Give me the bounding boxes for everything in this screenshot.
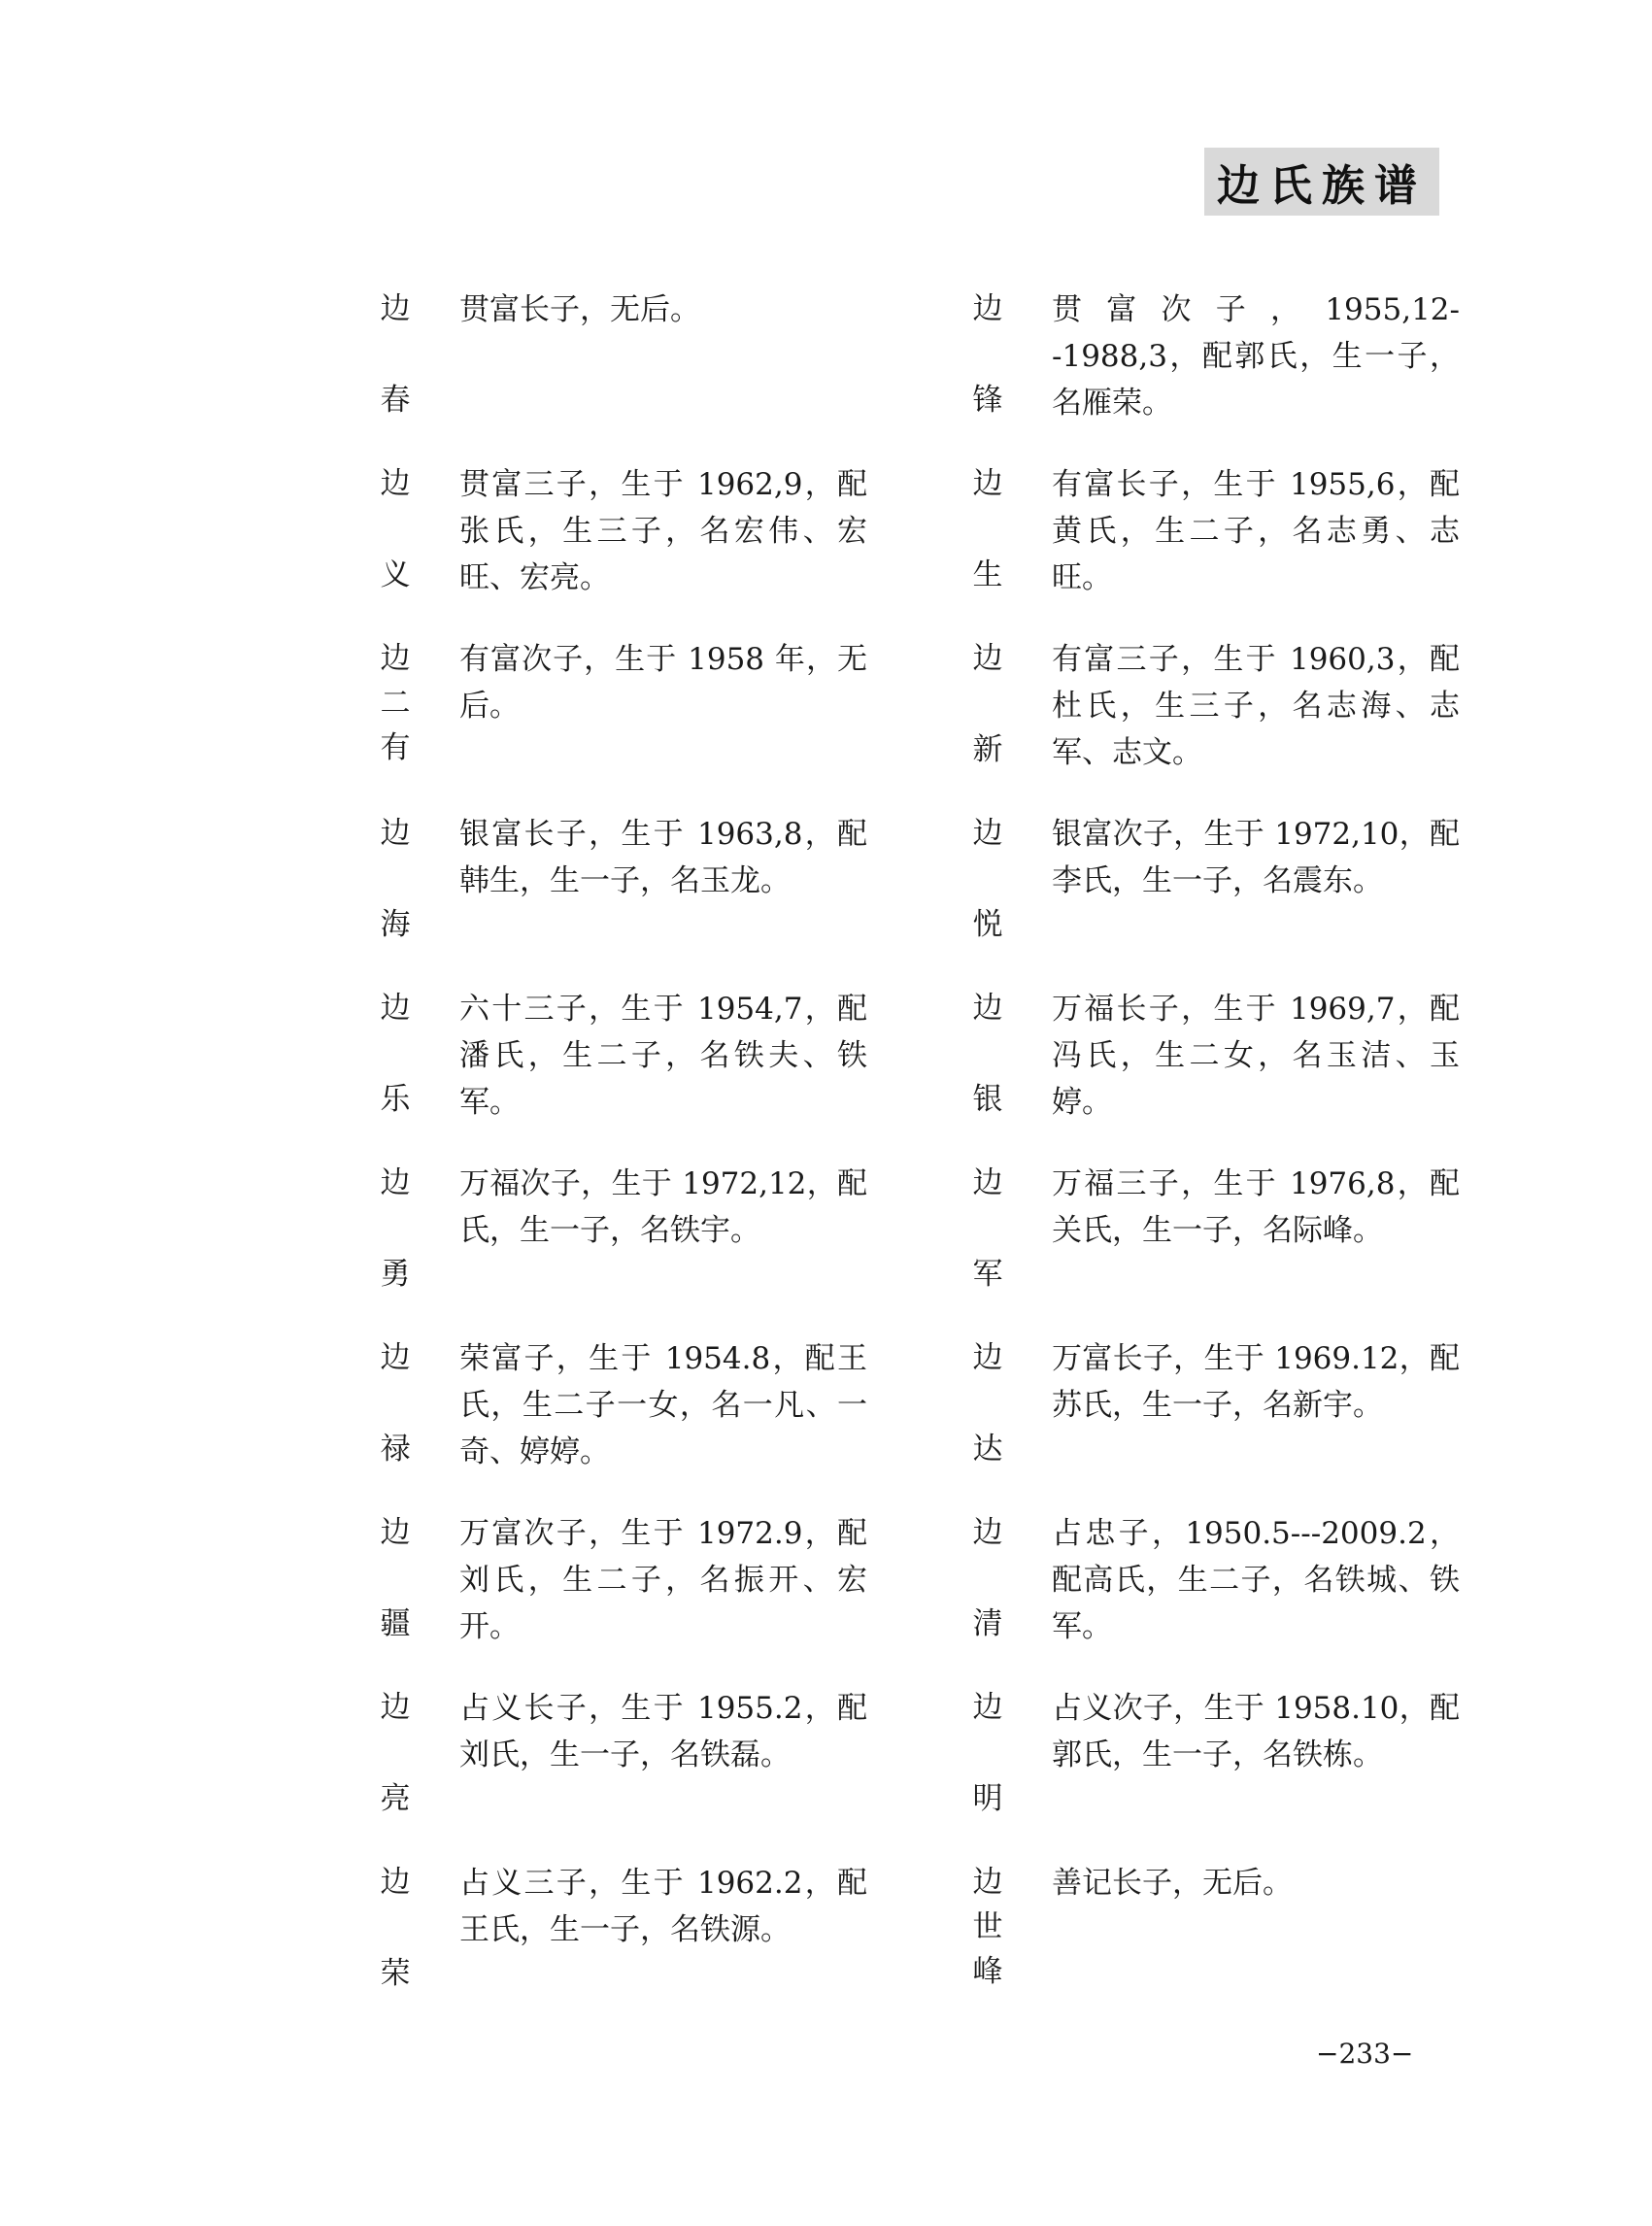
genealogy-entry (966, 811, 1471, 986)
entry-name: 边 亮 (380, 1690, 411, 1816)
genealogy-entry (966, 1860, 1471, 2035)
entry-name: 边 锋 (972, 291, 1003, 418)
entry-name: 边 明 (972, 1690, 1003, 1816)
entry-description: 贯富次子，1955,12--1988,3，配郭氏，生一子，名雁荣。 (1052, 292, 1460, 421)
genealogy-entry (966, 1510, 1471, 1685)
genealogy-entry (374, 461, 879, 636)
entry-description: 银富长子，生于 1963,8，配韩生，生一子，名玉龙。 (459, 817, 867, 898)
entry-description: 六十三子，生于 1954,7，配潘氏，生二子，名铁夫、铁军。 (459, 992, 867, 1120)
entry-name: 边 疆 (380, 1515, 411, 1641)
genealogy-entry (374, 1161, 879, 1335)
genealogy-entry (374, 636, 879, 811)
entry-description: 万福长子，生于 1969,7，配冯氏，生二女，名玉洁、玉婷。 (1052, 992, 1460, 1120)
entry-name: 边 悦 (972, 816, 1003, 942)
genealogy-entry (374, 1860, 879, 2035)
entry-description: 有富三子，生于 1960,3，配杜氏，生三子，名志海、志军、志文。 (1052, 642, 1460, 770)
entry-name: 边 荣 (380, 1865, 411, 1991)
genealogy-entry (966, 1161, 1471, 1335)
entry-description: 有富长子，生于 1955,6，配黄氏，生二子，名志勇、志旺。 (1052, 467, 1460, 595)
entry-name: 边 春 (380, 291, 411, 418)
entry-description: 有富次子，生于 1958 年，无后。 (459, 642, 867, 724)
entry-name: 边 银 (972, 991, 1003, 1117)
page-header-title: 边氏族谱 (1204, 148, 1439, 216)
entry-description: 占忠子，1950.5---2009.2，配高氏，生二子，名铁城、铁军。 (1052, 1516, 1460, 1644)
genealogy-entry (374, 1510, 879, 1685)
entry-name: 边 军 (972, 1165, 1003, 1292)
page-number: −233− (1316, 2038, 1414, 2070)
entry-name: 边 乐 (380, 991, 411, 1117)
entry-description: 银富次子，生于 1972,10，配李氏，生一子，名震东。 (1052, 817, 1460, 898)
genealogy-entry (374, 1335, 879, 1510)
genealogy-entry (966, 636, 1471, 811)
entry-name: 边 世 峰 (972, 1865, 1003, 1989)
genealogy-entry (966, 461, 1471, 636)
entry-name: 边 义 (380, 466, 411, 592)
entry-description: 贯富长子，无后。 (459, 292, 700, 327)
entry-name: 边 海 (380, 816, 411, 942)
entry-name: 边 清 (972, 1515, 1003, 1641)
genealogy-entry (374, 986, 879, 1161)
genealogy-entry (966, 287, 1471, 461)
genealogy-entry (966, 1335, 1471, 1510)
genealogy-entries (374, 287, 1460, 2035)
entry-description: 万福次子，生于 1972,12，配氏，生一子，名铁宇。 (459, 1166, 867, 1248)
entry-name: 边 二 有 (380, 641, 411, 765)
entry-description: 荣富子，生于 1954.8，配王氏，生二子一女，名一凡、一奇、婷婷。 (459, 1341, 867, 1469)
genealogy-entry (374, 287, 879, 461)
right-column (966, 287, 1471, 2035)
entry-description: 占义次子，生于 1958.10，配郭氏，生一子，名铁栋。 (1052, 1691, 1460, 1772)
genealogy-entry (966, 1685, 1471, 1860)
entry-description: 万富次子，生于 1972.9，配刘氏，生二子，名振开、宏开。 (459, 1516, 867, 1644)
entry-name: 边 生 (972, 466, 1003, 592)
entry-description: 贯富三子，生于 1962,9，配张氏，生三子，名宏伟、宏 旺、宏亮。 (459, 467, 867, 595)
entry-description: 万富长子，生于 1969.12，配苏氏，生一子，名新宇。 (1052, 1341, 1460, 1423)
entry-description: 善记长子，无后。 (1052, 1866, 1293, 1901)
entry-name: 边 新 (972, 641, 1003, 767)
entry-name: 边 达 (972, 1340, 1003, 1467)
entry-description: 占义三子，生于 1962.2，配王氏，生一子，名铁源。 (459, 1866, 867, 1947)
left-column (374, 287, 879, 2035)
entry-name: 边 勇 (380, 1165, 411, 1292)
entry-name: 边 禄 (380, 1340, 411, 1467)
entry-description: 占义长子，生于 1955.2，配刘氏，生一子，名铁磊。 (459, 1691, 867, 1772)
entry-description: 万福三子，生于 1976,8，配关氏，生一子，名际峰。 (1052, 1166, 1460, 1248)
genealogy-entry (374, 1685, 879, 1860)
genealogy-entry (374, 811, 879, 986)
genealogy-entry (966, 986, 1471, 1161)
